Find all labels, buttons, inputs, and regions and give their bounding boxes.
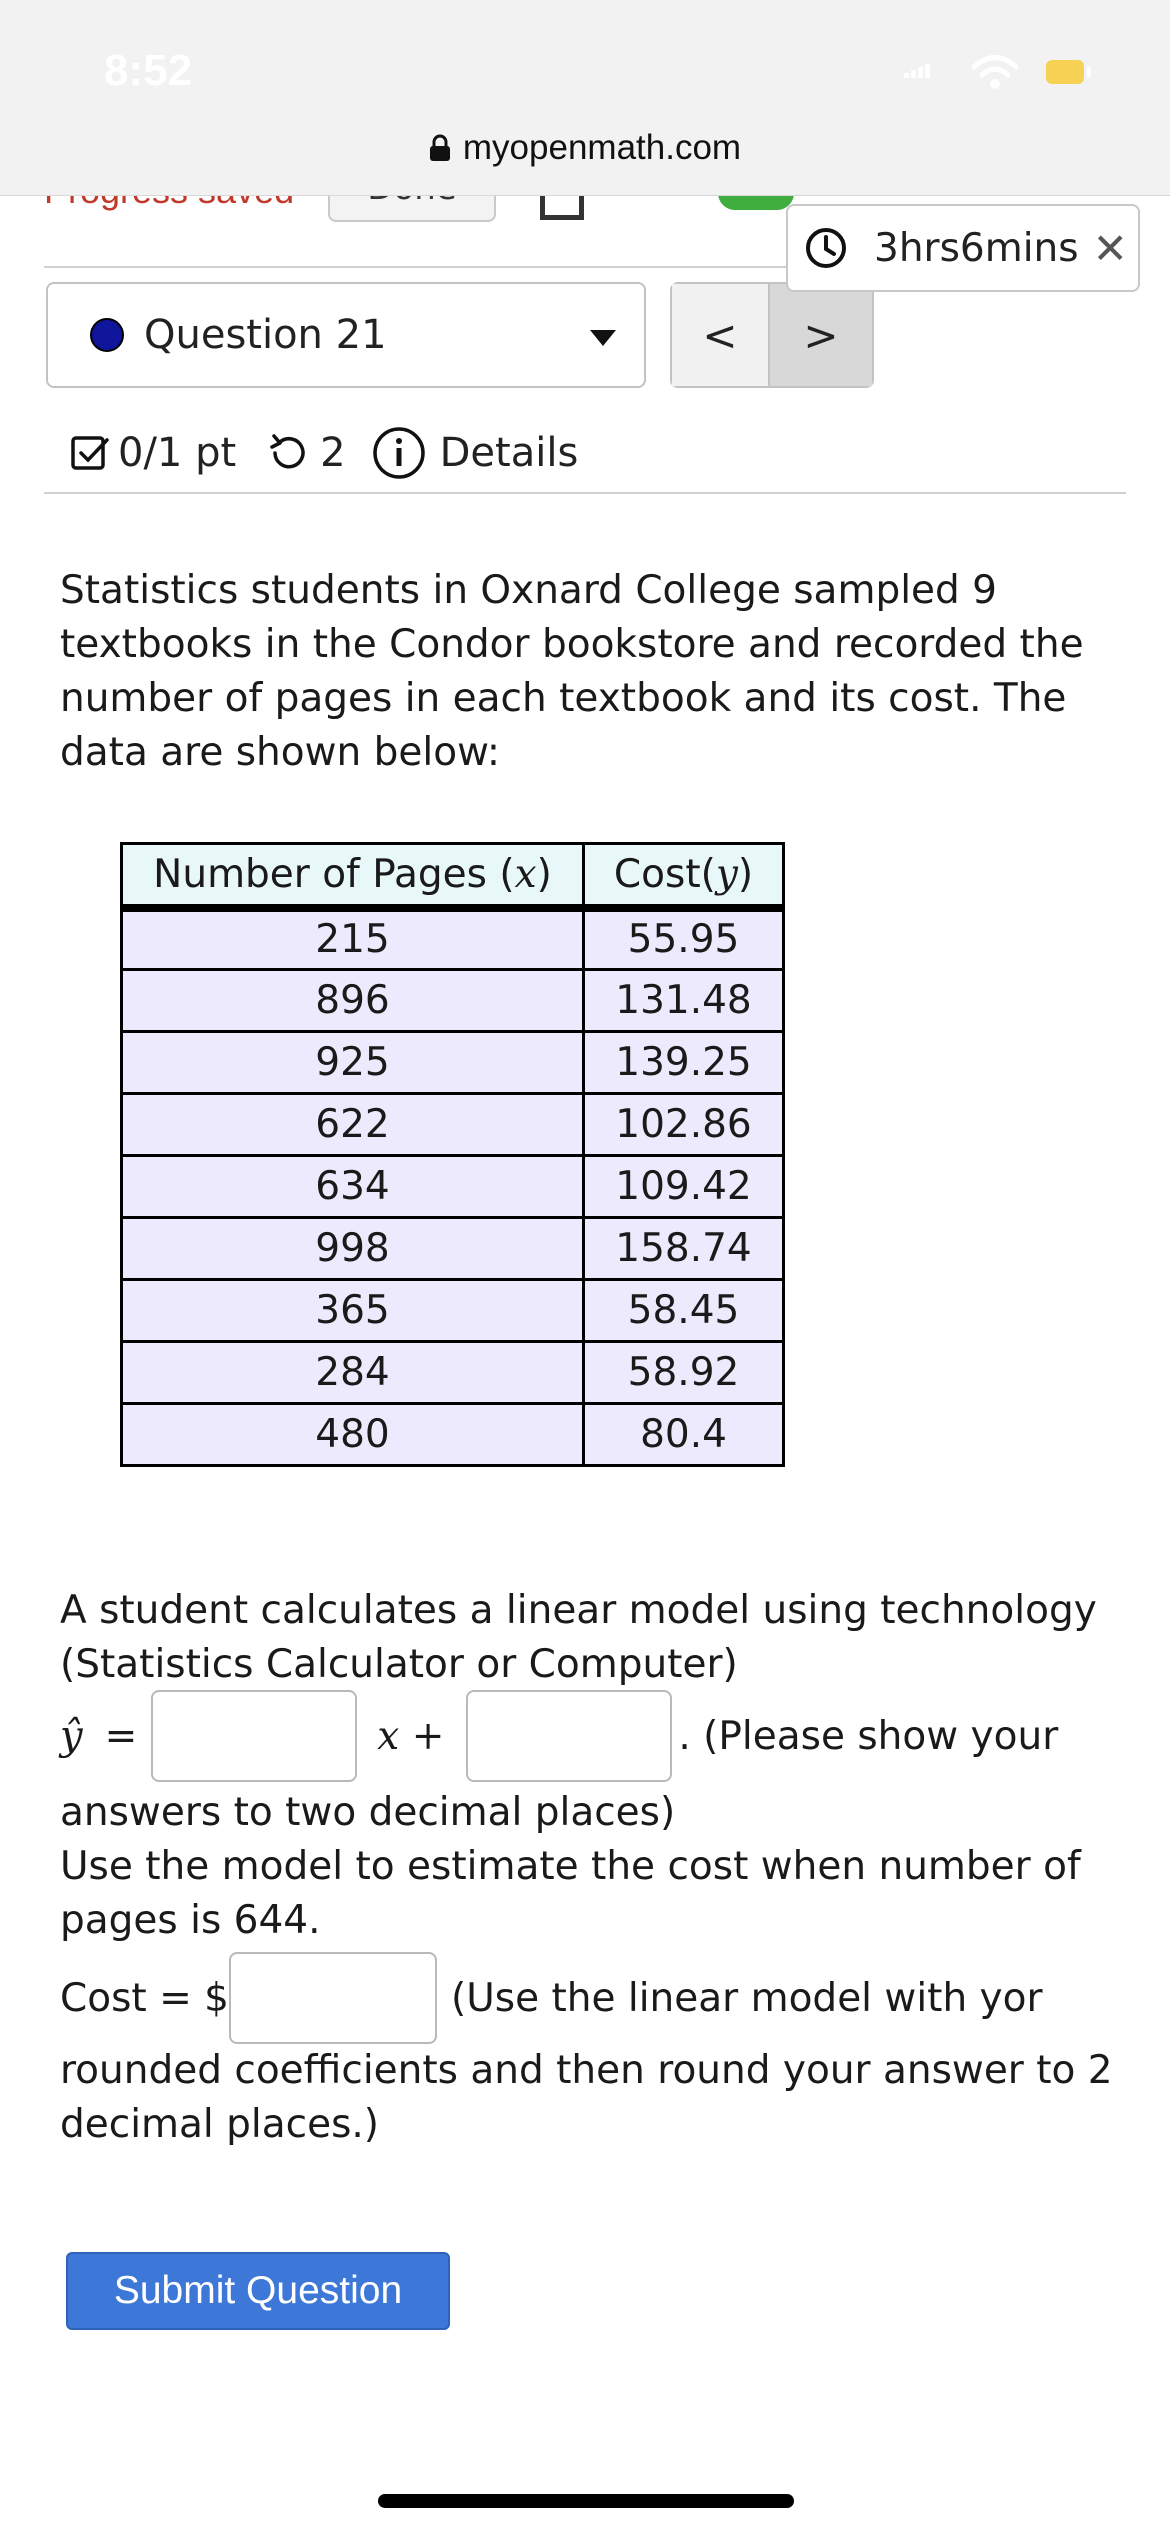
browser-header	[0, 0, 1170, 196]
table-row	[122, 1094, 784, 1156]
pages-cell: 622	[122, 1094, 584, 1156]
pages-cell: 480	[122, 1404, 584, 1466]
pages-cell: 925	[122, 1032, 584, 1094]
cost-cell: 158.74	[584, 1218, 784, 1280]
model-prompt: A student calculates a linear model using technology (Statistics Calculator or Computer)	[60, 1588, 1097, 1687]
data-table	[120, 842, 785, 1467]
pages-cell: 998	[122, 1218, 584, 1280]
timer-badge	[786, 204, 1140, 292]
cost-cell: 55.95	[584, 908, 784, 970]
cost-label: Cost = $	[60, 1975, 229, 2021]
slope-input[interactable]	[151, 1690, 357, 1782]
estimate-prompt: answers to two decimal places) Use the model to estimate the cost when number of pages is 644.	[60, 1790, 1081, 1943]
print-icon[interactable]	[540, 192, 584, 220]
cost-instruction: (Use the linear model with yor	[451, 1975, 1043, 2021]
x-term: x +	[377, 1713, 445, 1759]
close-icon[interactable]: ✕	[1092, 223, 1128, 273]
question-intro: Statistics students in Oxnard College sampled 9 textbooks in the Condor bookstore and recorded the number of pages in each textbook and its cost. The data are shown below:	[60, 568, 1084, 775]
table-row	[122, 1032, 784, 1094]
next-question-button[interactable]: >	[770, 284, 872, 386]
status-time: 8:52	[104, 46, 193, 95]
table-header-row	[122, 844, 784, 908]
cost-cell: 102.86	[584, 1094, 784, 1156]
info-icon[interactable]	[372, 426, 426, 480]
cost-cell: 131.48	[584, 970, 784, 1032]
retries-count: 2	[320, 430, 346, 476]
chevron-down-icon	[590, 330, 616, 346]
details-link[interactable]: Details	[439, 430, 579, 476]
table-row	[122, 1218, 784, 1280]
question-select-label: Question 21	[144, 312, 387, 358]
question-select[interactable]	[46, 282, 646, 388]
home-indicator[interactable]	[378, 2494, 794, 2508]
question-meta	[70, 418, 578, 488]
lock-icon	[429, 134, 451, 162]
previous-question-button[interactable]: <	[672, 284, 770, 386]
timer-remaining: 3hrs6mins	[874, 225, 1079, 271]
cost-cell: 139.25	[584, 1032, 784, 1094]
retry-icon	[266, 432, 310, 474]
cost-instruction-continued: rounded coefficients and then round your answer to 2 decimal places.)	[60, 2048, 1113, 2147]
pages-cell: 634	[122, 1156, 584, 1218]
column-header-pages: Number of Pages (x)	[122, 844, 584, 908]
battery-icon	[1046, 60, 1084, 84]
wifi-icon	[970, 54, 1020, 90]
pages-cell: 365	[122, 1280, 584, 1342]
score-text: 0/1 pt	[118, 430, 237, 476]
pages-cell: 284	[122, 1342, 584, 1404]
table-row	[122, 970, 784, 1032]
table-row	[122, 1156, 784, 1218]
address-bar[interactable]	[429, 128, 741, 168]
divider	[44, 492, 1126, 494]
table-row	[122, 1280, 784, 1342]
pages-cell: 896	[122, 970, 584, 1032]
intercept-input[interactable]	[466, 1690, 672, 1782]
checkbox-score-icon	[70, 433, 110, 473]
question-status-dot	[90, 318, 124, 352]
cost-cell: 58.45	[584, 1280, 784, 1342]
equation-instruction: . (Please show your	[678, 1713, 1059, 1759]
table-row	[122, 1342, 784, 1404]
cost-answer-line	[60, 1952, 1043, 2044]
column-header-cost: Cost(y)	[584, 844, 784, 908]
clock-icon	[804, 226, 848, 270]
cost-input[interactable]	[229, 1952, 437, 2044]
equals-sign: =	[104, 1713, 138, 1759]
cost-cell: 109.42	[584, 1156, 784, 1218]
submit-question-button[interactable]: Submit Question	[66, 2252, 450, 2330]
y-hat-symbol: ŷ	[60, 1713, 83, 1759]
question-pager	[670, 282, 874, 388]
pages-cell: 215	[122, 908, 584, 970]
regression-equation	[60, 1690, 1058, 1782]
table-row	[122, 1404, 784, 1466]
cost-cell: 58.92	[584, 1342, 784, 1404]
url-text: myopenmath.com	[462, 128, 742, 167]
cost-cell: 80.4	[584, 1404, 784, 1466]
table-row	[122, 908, 784, 970]
cellular-signal-icon	[904, 64, 930, 78]
